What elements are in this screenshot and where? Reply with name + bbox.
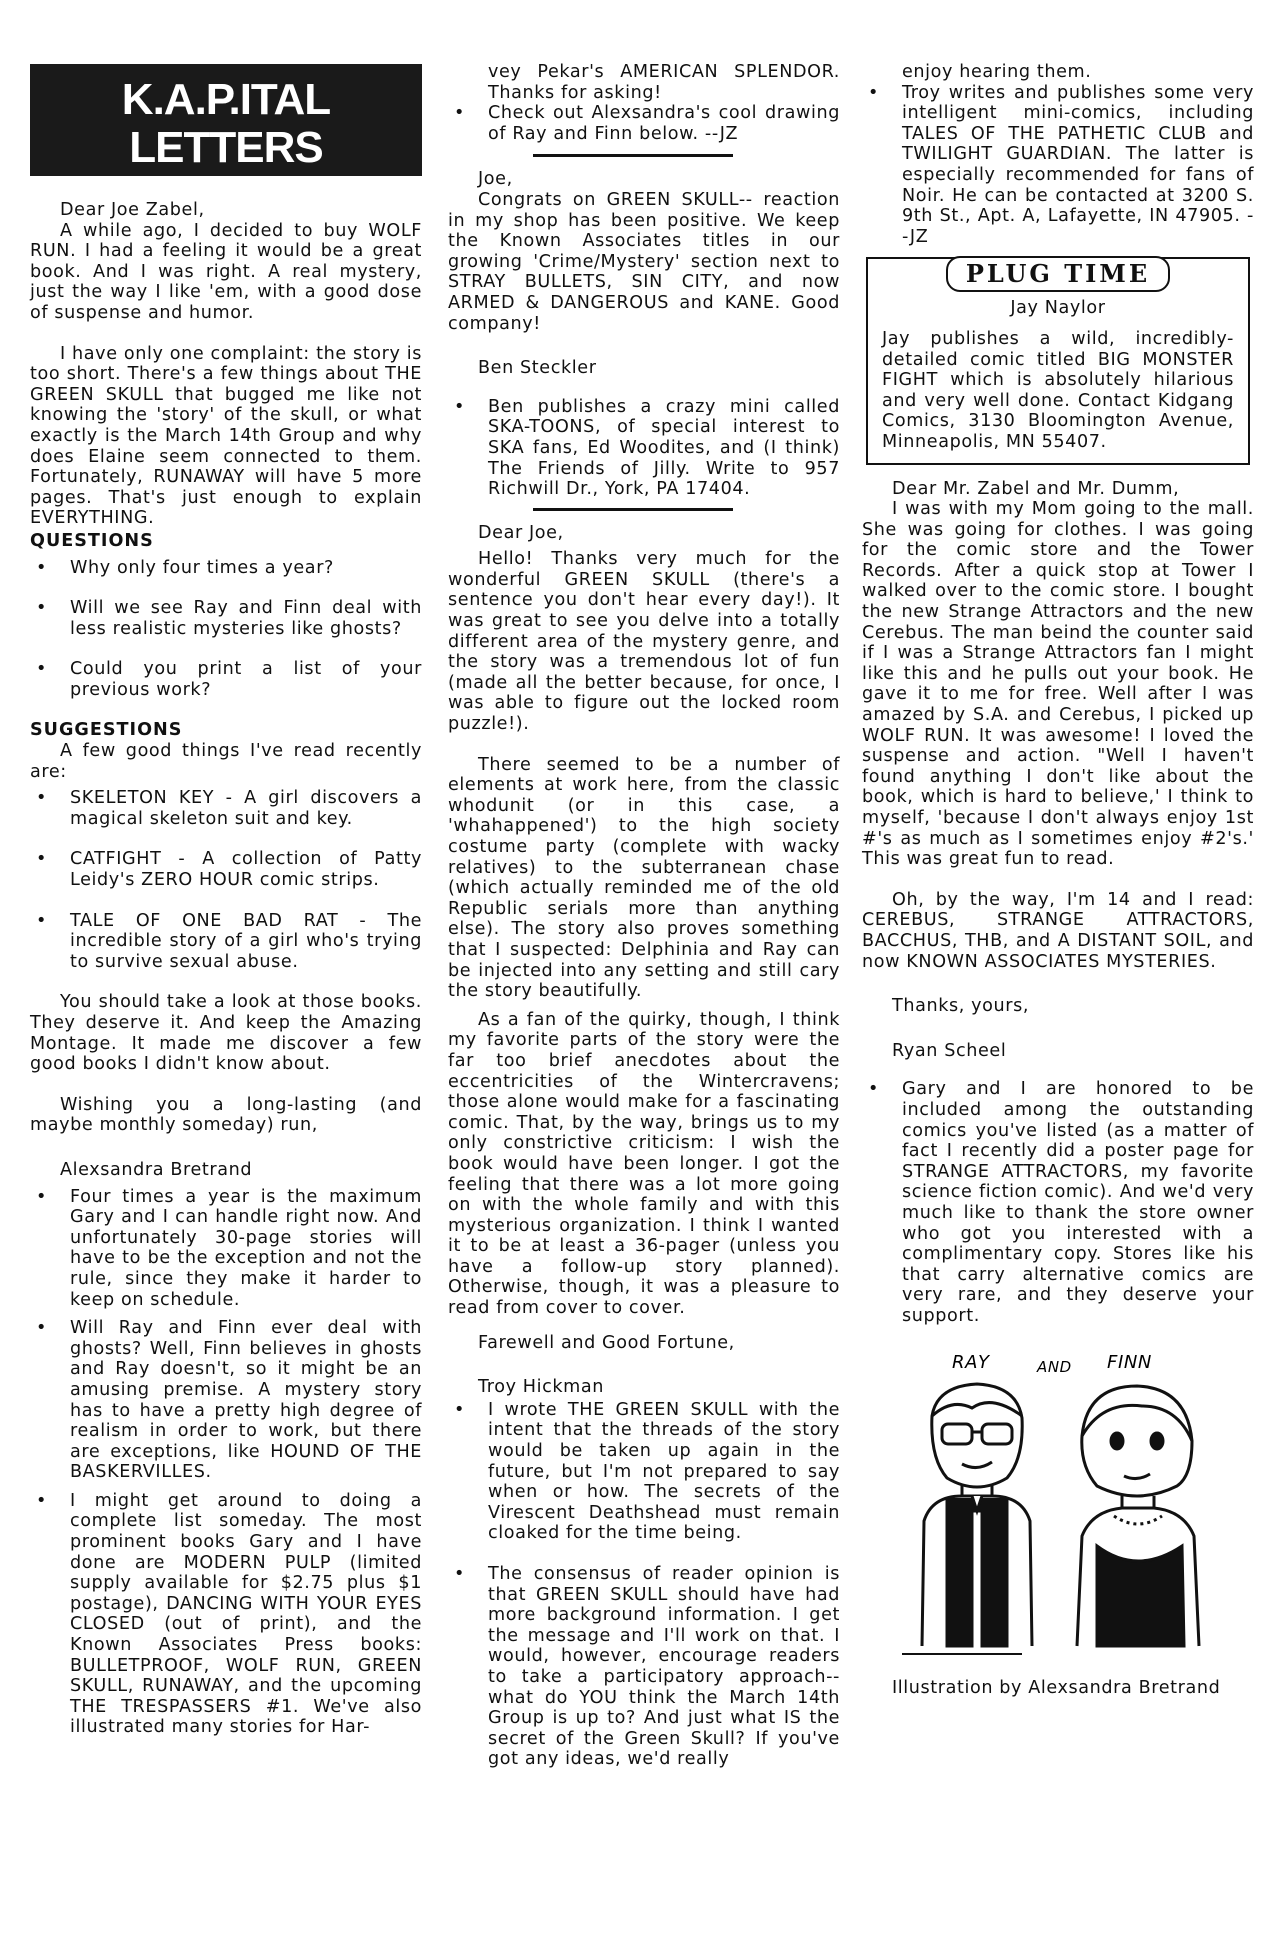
question-item: • Why only four times a year? [30, 558, 422, 579]
letter1-salutation: Dear Joe Zabel, [60, 200, 205, 220]
reply-continuation: enjoy hearing them. [902, 62, 1092, 82]
reply-list [448, 1400, 840, 1770]
masthead-line2: LETTERS [129, 123, 323, 172]
ray-figure [922, 1384, 1032, 1646]
letter1-signature: Alexsandra Bretrand [60, 1159, 253, 1180]
illus-label-finn: FINN [1107, 1352, 1152, 1374]
letter4-salutation: Dear Mr. Zabel and Mr. Dumm, [892, 478, 1180, 499]
reply-list [448, 103, 840, 144]
reply-item: • Check out Alexsandra's cool drawing of Ray and Finn below. --JZ [448, 103, 840, 144]
column-3 [862, 62, 1254, 1699]
reply-continuation: vey Pekar's AMERICAN SPLENDOR. Thanks for asking! [488, 62, 840, 103]
reply-item: • I wrote THE GREEN SKULL with the intent that the threads of the story would be taken up again in the future, but I'm not prepared to say when or how. The secrets of the Virescent Deathshead must remain cloaked for the time being. [448, 1400, 840, 1544]
question-item: • Will we see Ray and Finn deal with less realistic mysteries like ghosts? [30, 598, 422, 639]
reply-list [862, 83, 1254, 248]
letter3-paragraph: Hello! Thanks very much for the wonderful GREEN SKULL (there's a sentence you don't hear every day!). It was great to see you delve into a totally different area of the mystery genre, and the story was a tremendous lot of fun (made all the better because, for once, I was able to figure out the locked room puzzle!). [448, 549, 840, 735]
column-1 [30, 64, 422, 1746]
plug-body: Jay publishes a wild, incredibly-detailed comic titled BIG MONSTER FIGHT which is absolutely hilarious and very well done. Contact Kidgang Comics, 3130 Bloomington Avenue, Minneapolis, MN 55407. [882, 328, 1234, 452]
reply-list [862, 1079, 1254, 1326]
column-2 [448, 62, 840, 1790]
suggestion-item: • CATFIGHT - A collection of Patty Leidy's ZERO HOUR comic strips. [30, 849, 422, 890]
divider-rule [533, 154, 733, 157]
masthead-line1: K.A.P.ITAL [121, 75, 331, 124]
illus-label-and: AND [1037, 1358, 1072, 1377]
plug-time-box [866, 257, 1250, 464]
suggestions-intro: A few good things I've read recently are: [30, 741, 422, 782]
plug-time-logo: PLUG TIME [946, 256, 1170, 292]
questions-heading: QUESTIONS [30, 530, 154, 551]
question-item: • Could you print a list of your previous work? [30, 659, 422, 700]
reply-list [448, 397, 840, 500]
illustration-caption: Illustration by Alexsandra Bretrand [892, 1678, 1221, 1699]
letter3-paragraph: As a fan of the quirky, though, I think my favorite parts of the story were the far too brief anecdotes about the eccentricities of the Wintercravens; those alone would make for a fascinating comic. That, by the way, brings us to my only constrictive criticism: I wish the book would have been longer. I got the feeling that there was a lot more going on with the whole family and with this mysterious organization. I think I wanted it to be at least a 36-pager (unless you have a follow-up story planned). Otherwise, though, it was a pleasure to read from cover to cover. [448, 1009, 840, 1319]
reply-item: • The consensus of reader opinion is that GREEN SKULL should have had more background information. I get the message and I'll work on that. I would, however, encourage readers to take a participatory approach-- what do YOU think the March 14th Group is up to? And just what IS the secret of the Green Skull? If you've got any ideas, we'd really [448, 1564, 840, 1770]
letter2-signature: Ben Steckler [478, 358, 597, 379]
suggestions-list [30, 788, 422, 972]
masthead [30, 64, 422, 176]
suggestion-item: • TALE OF ONE BAD RAT - The incredible story of a girl who's trying to survive sexual abuse. [30, 911, 422, 973]
ray-and-finn-illustration [892, 1346, 1252, 1666]
reply-item: • Four times a year is the maximum Gary and I can handle right now. And unfortunately 30-page stories will have to be the exception and not the rule, since they make it harder to keep on schedule. [30, 1187, 422, 1311]
reply-item: • Gary and I are honored to be included among the outstanding comics you've listed (as a matter of fact I recently did a poster page for STRANGE ATTRACTORS, my favorite science fiction comic). And we'd very much like to thank the store owner who got you interested with a complimentary copy. Stores like his that carry alternative comics are very rare, and they deserve your support. [862, 1079, 1254, 1326]
illus-label-ray: RAY [952, 1352, 990, 1374]
letter4-closing: Thanks, yours, [892, 996, 1030, 1017]
letter3-signature: Troy Hickman [478, 1377, 605, 1398]
reply-item: • Ben publishes a crazy mini called SKA-TOONS, of special interest to SKA fans, Ed Woodites, and (I think) The Friends of Jilly. Write to 957 Richwill Dr., York, PA 17404. [448, 397, 840, 500]
letter2-salutation: Joe, [478, 169, 513, 190]
letter1-paragraph: I have only one complaint: the story is too short. There's a few things about THE GREEN SKULL that bugged me like not knowing the 'story' of the skull, or what exactly is the March 14th Group and why does Elaine seem connected to them. Fortunately, RUNAWAY will have 5 more pages. That's just enough to explain EVERYTHING. [30, 343, 422, 529]
letter1-paragraph: You should take a look at those books. They deserve it. And keep the Amazing Montage. It made me discover a few good books I didn't know about. [30, 992, 422, 1075]
letter4-paragraph: I was with my Mom going to the mall. She was going for clothes. I was going for the comic store and the Tower Records. After a quick stop at Tower I walked over to the comic store. I bought the new Strange Attractors and the new Cerebus. The man beind the counter said if I was a Strange Attractors fan I might like this and he pulls out your book. He gave it to me for free. Well after I was amazed by S.A. and Cerebus, I picked up WOLF RUN. It was awesome! I loved the suspense and action. "Well I haven't found anything I don't like about the book, which is hard to believe,' I think to myself, 'because I don't always enjoy 1st #'s as much as I sometimes enjoy #2's.' This was great fun to read. [862, 499, 1254, 870]
divider-rule [533, 508, 733, 511]
letter4-paragraph: Oh, by the way, I'm 14 and I read: CEREBUS, STRANGE ATTRACTORS, BACCHUS, THB, and A DISTANT SOIL, and now KNOWN ASSOCIATES MYSTERIES. [862, 889, 1254, 972]
letter3-paragraph: There seemed to be a number of elements at work here, from the classic whodunit (or in this case, a 'whahappened') to the high society costume party (complete with wacky relatives) to the subterranean chase (which actually reminded me of the old Republic serials more than anything else). The story also proves something that I suspected: Delphinia and Ray can be injected into any setting and still cary the story beautifully. [448, 754, 840, 1002]
letter1-closing: Wishing you a long-lasting (and maybe monthly someday) run, [30, 1094, 422, 1136]
questions-list [30, 558, 422, 701]
finn-figure [1077, 1386, 1199, 1646]
letter2-paragraph: Congrats on GREEN SKULL-- reaction in my shop has been positive. We keep the Known Associates titles in our growing 'Crime/Mystery' section next to STRAY BULLETS, SIN CITY, and now ARMED & DANGEROUS and KANE. Good company! [448, 189, 840, 334]
letter1-paragraph: A while ago, I decided to buy WOLF RUN. I had a feeling it would be a great book. And I was right. A real mystery, just the way I like 'em, with a good dose of suspense and humor. [30, 220, 422, 323]
letter3-closing: Farewell and Good Fortune, [478, 1332, 735, 1353]
reply-item: • Troy writes and publishes some very intelligent mini-comics, including TALES OF THE PATHETIC CLUB and TWILIGHT GUARDIAN. The latter is especially recommended for fans of Noir. He can be contacted at 3200 S. 9th St., Apt. A, Lafayette, IN 47905. --JZ [862, 83, 1254, 248]
editor-replies [30, 1187, 422, 1738]
letter3-salutation: Dear Joe, [478, 522, 564, 543]
letter4-signature: Ryan Scheel [892, 1040, 1007, 1061]
plug-name: Jay Naylor [1010, 298, 1106, 319]
suggestions-heading: SUGGESTIONS [30, 720, 183, 741]
reply-item: • I might get around to doing a complete list someday. The most prominent books Gary and I have done are MODERN PULP (limited supply available for $2.75 plus $1 postage), DANCING WITH YOUR EYES CLOSED (out of print), and the Known Associates Press books: BULLETPROOF, WOLF RUN, GREEN SKULL, RUNAWAY, and the upcoming THE TRESPASSERS #1. We've also illustrated many stories for Har- [30, 1491, 422, 1738]
reply-item: • Will Ray and Finn ever deal with ghosts? Well, Finn believes in ghosts and Ray doesn't, so it might be an amusing premise. A mystery story has to have a pretty high degree of realism in order to work, but there are exceptions, like HOUND OF THE BASKERVILLES. [30, 1318, 422, 1483]
suggestion-item: • SKELETON KEY - A girl discovers a magical skeleton suit and key. [30, 788, 422, 829]
